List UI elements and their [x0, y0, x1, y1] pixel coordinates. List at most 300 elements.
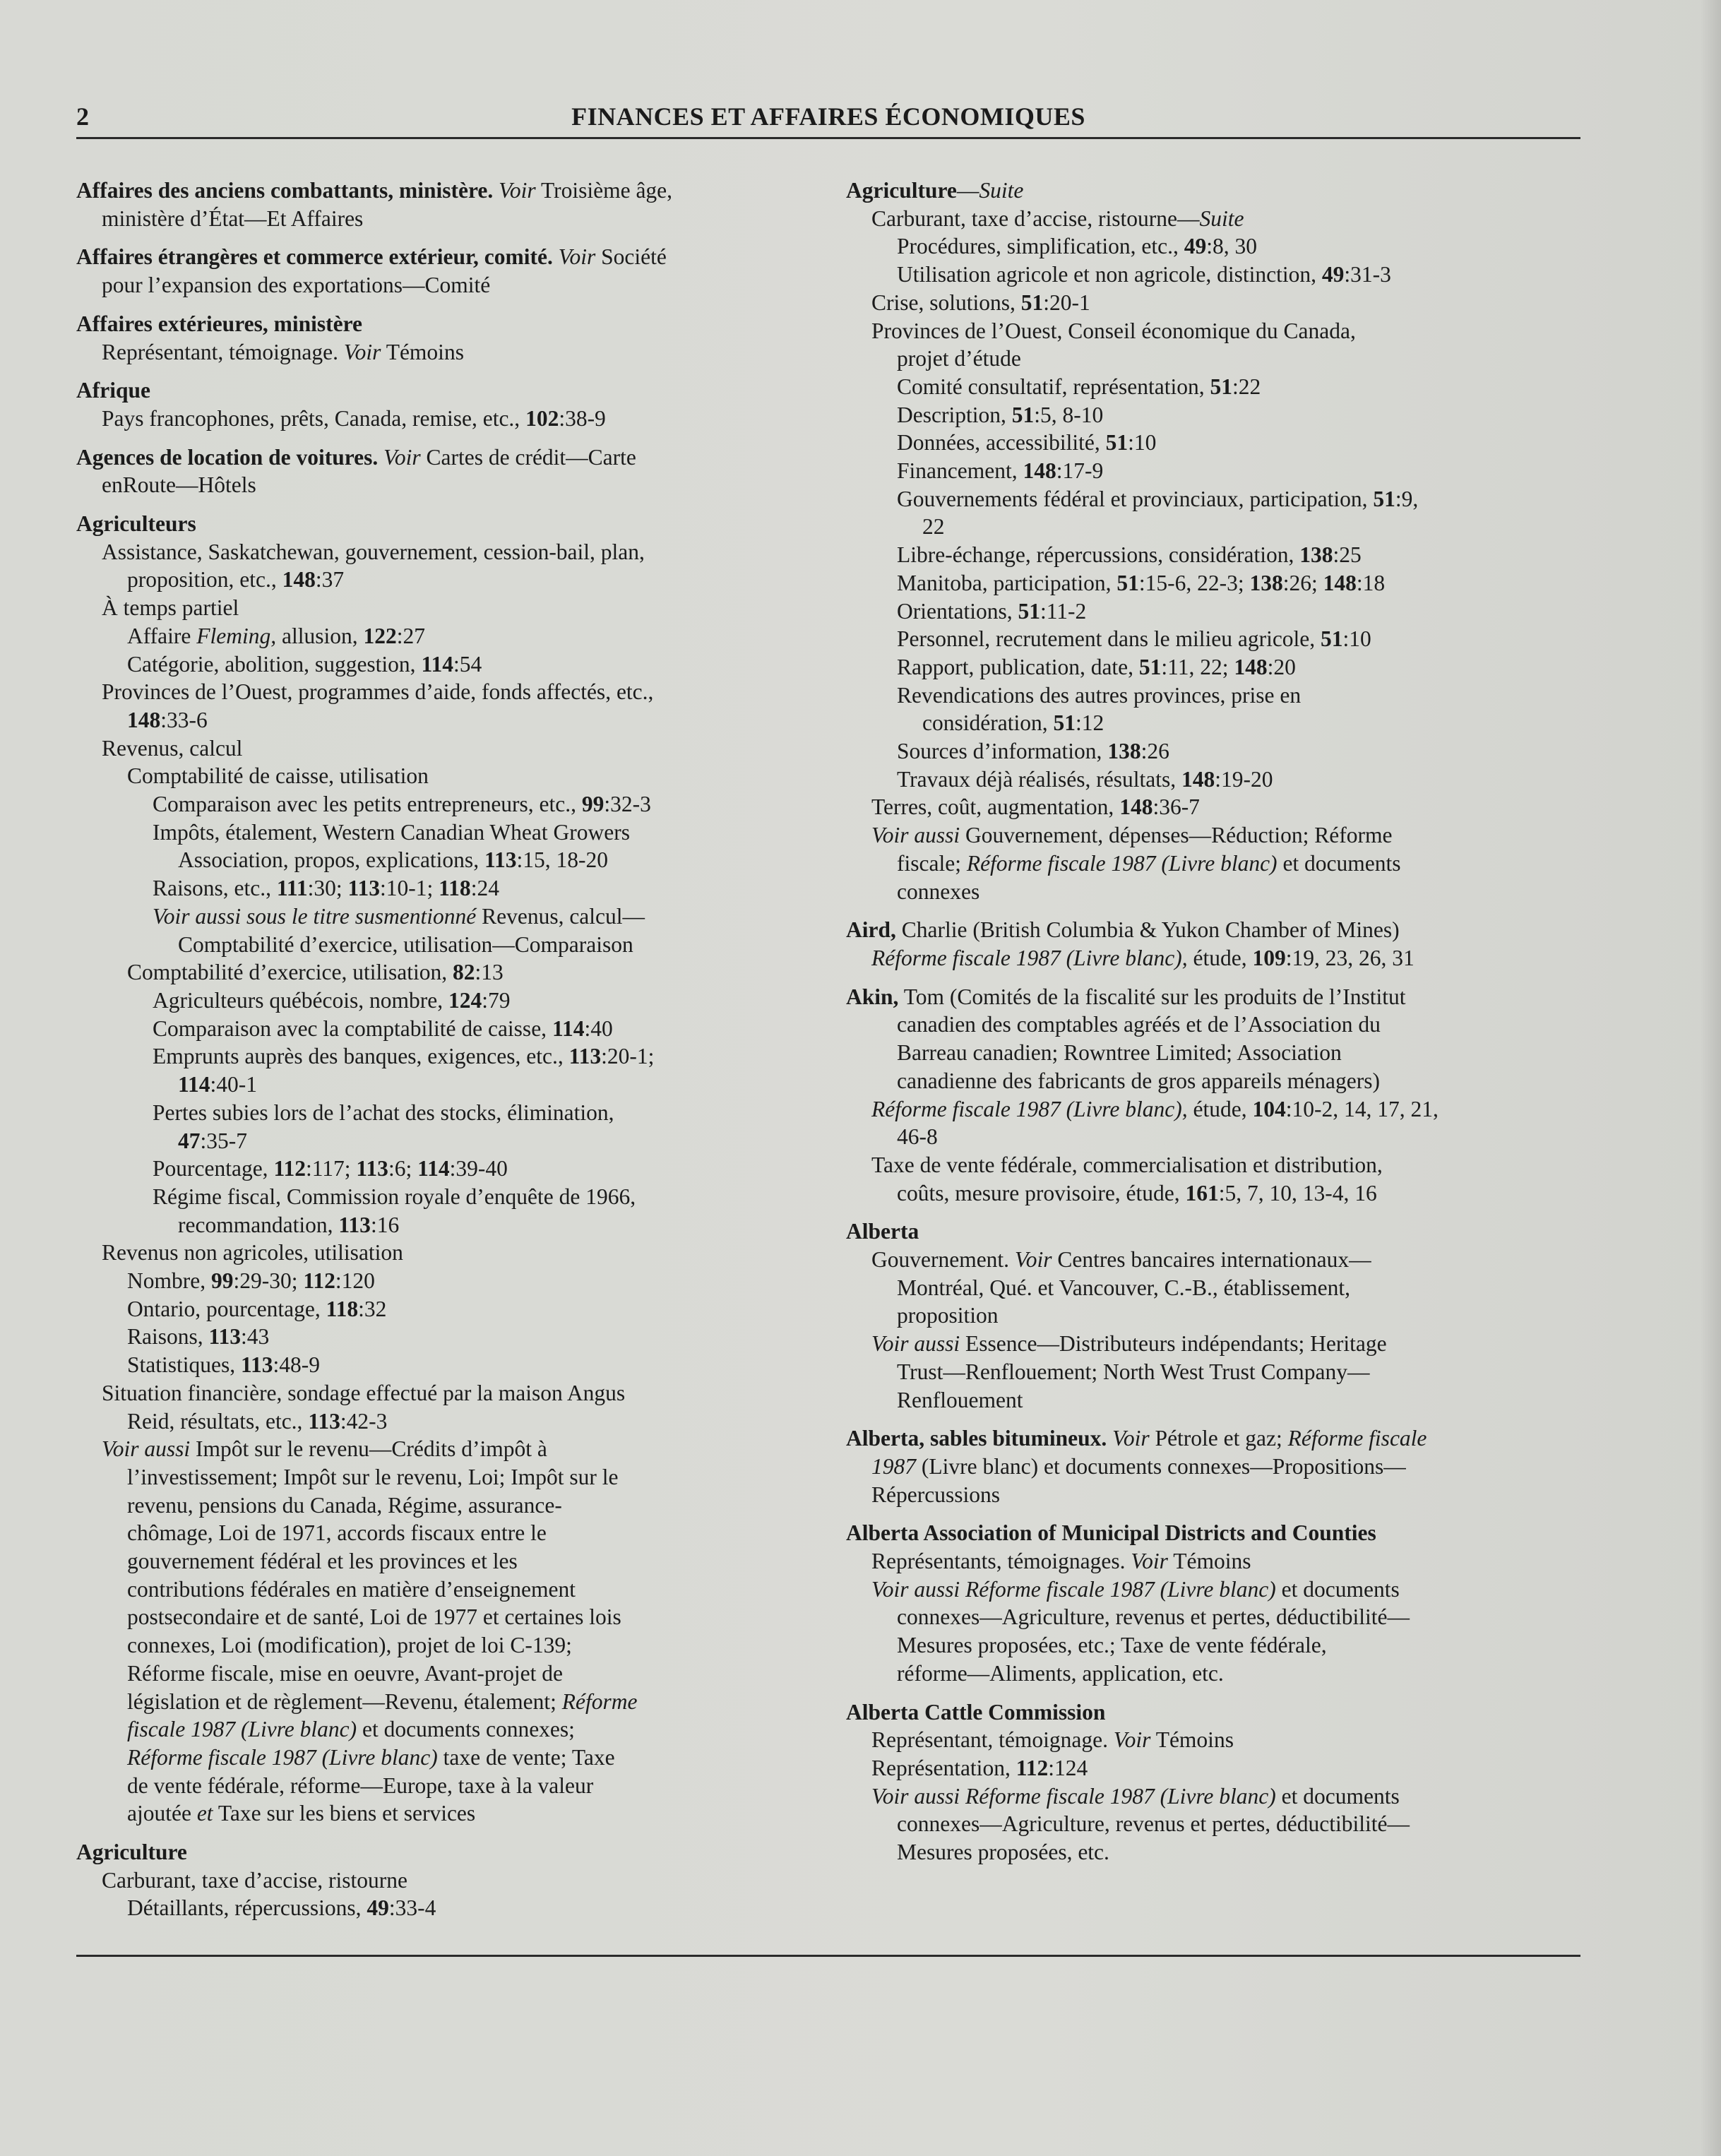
entry-text: :5, 8-10 — [1034, 402, 1104, 427]
entry-heading-text: Affaires étrangères et commerce extérieur, comité. — [76, 244, 553, 270]
entry-text: :11, 22; — [1161, 654, 1234, 679]
entry-text: Tom (Comités de la fiscalité sur les produits de l’Institut — [898, 984, 1406, 1009]
index-entry-line — [846, 1660, 1580, 1688]
index-entry-heading-line — [846, 983, 1580, 1011]
entry-text: et documents — [1275, 1576, 1400, 1602]
volume-reference: 114 — [417, 1156, 450, 1181]
italic-text: Voir — [383, 444, 421, 470]
entry-text — [553, 244, 559, 269]
entry-text: :33-6 — [160, 707, 208, 732]
volume-reference: 51 — [1210, 374, 1233, 399]
entry-text: Nombre, — [127, 1268, 211, 1294]
volume-reference: 113 — [484, 847, 517, 873]
index-entry-line — [846, 850, 1580, 878]
entry-text: Situation financière, sondage effectué par la maison Angus — [102, 1380, 626, 1405]
index-entry-line — [76, 1603, 811, 1631]
entry-text: :6; — [388, 1156, 418, 1181]
entry-text: Description, — [897, 402, 1012, 427]
index-entry-line — [846, 205, 1580, 233]
entry-text: Terres, coût, augmentation, — [871, 794, 1120, 820]
entry-text: Réforme fiscale, mise en oeuvre, Avant-projet de — [127, 1660, 563, 1686]
entry-text: :11-2 — [1040, 598, 1087, 624]
entry-text: Données, accessibilité, — [897, 430, 1106, 455]
entry-text: Société — [595, 244, 667, 270]
index-entry-heading-line — [846, 916, 1580, 944]
index-entry — [76, 1838, 811, 1922]
italic-text: Voir — [1014, 1247, 1052, 1273]
entry-text: Catégorie, abolition, suggestion, — [127, 651, 422, 677]
entry-text: Assistance, Saskatchewan, gouvernement, cession-bail, plan, — [102, 539, 645, 564]
volume-reference: 148 — [1023, 458, 1056, 484]
index-entry-heading-line — [846, 1424, 1580, 1453]
entry-text: :79 — [482, 987, 511, 1013]
entry-text: connexes—Agriculture, revenus et pertes, déductibilité— — [897, 1811, 1410, 1837]
index-entry-line — [846, 401, 1580, 429]
volume-reference: 113 — [308, 1408, 340, 1434]
volume-reference: 47 — [178, 1128, 201, 1153]
volume-reference: 112 — [303, 1268, 335, 1294]
entry-text: Procédures, simplification, etc., — [897, 234, 1184, 259]
entry-text: Représentation, — [871, 1755, 1016, 1780]
page-edge-shadow — [1700, 0, 1721, 2156]
entry-text: Pétrole et gaz; — [1149, 1426, 1288, 1451]
volume-reference: 51 — [1105, 430, 1129, 455]
entry-text: 22 — [922, 514, 945, 540]
volume-reference: 113 — [241, 1352, 273, 1378]
entry-text: :19-20 — [1215, 766, 1273, 792]
entry-text — [493, 178, 499, 203]
entry-text: :10-2, 14, 17, 21, — [1285, 1096, 1439, 1121]
index-entry-line — [76, 538, 811, 566]
entry-text: Crise, solutions, — [871, 290, 1021, 315]
index-entry-line — [76, 338, 811, 367]
entry-text: étude, — [1187, 1096, 1253, 1121]
italic-text: Voir — [1112, 1426, 1150, 1451]
volume-reference: 51 — [1116, 570, 1139, 595]
italic-text: Voir aussi — [871, 1331, 960, 1357]
page-number: 2 — [76, 102, 89, 131]
entry-text: :40 — [584, 1016, 613, 1041]
index-entry-line — [76, 405, 811, 433]
index-entry — [846, 177, 1580, 905]
index-entry — [846, 1698, 1580, 1866]
entry-text: Carburant, taxe d’accise, ristourne— — [871, 206, 1200, 231]
entry-text: :9, — [1395, 486, 1419, 511]
entry-text: :10-1; — [380, 876, 439, 901]
volume-reference: 51 — [1020, 290, 1044, 315]
italic-text: Voir — [1113, 1727, 1151, 1753]
volume-reference: 148 — [1181, 766, 1215, 792]
running-title: FINANCES ET AFFAIRES ÉCONOMIQUES — [571, 102, 1085, 131]
index-entry-line — [76, 706, 811, 734]
entry-text: :43 — [241, 1324, 270, 1350]
volume-reference: 114 — [178, 1072, 210, 1097]
entry-text: Impôts, étalement, Western Canadian Wheat Growers — [153, 819, 630, 845]
entry-text: Régime fiscal, Commission royale d’enquête de 1966, — [153, 1184, 636, 1209]
index-entry-line — [76, 1631, 811, 1660]
volume-reference: 111 — [276, 876, 308, 901]
index-entry-line — [76, 874, 811, 903]
entry-text: connexes—Agriculture, revenus et pertes, déductibilité— — [897, 1604, 1410, 1630]
entry-text: Comparaison avec la comptabilité de caisse, — [153, 1016, 552, 1041]
volume-reference: 51 — [1053, 710, 1076, 736]
entry-text — [1107, 1426, 1112, 1451]
index-entry-line — [846, 1067, 1580, 1095]
index-column-left — [76, 177, 811, 1933]
index-entry-line — [76, 1295, 811, 1323]
index-entry-line — [76, 566, 811, 594]
entry-text: Personnel, recrutement dans le milieu agricole, — [897, 626, 1321, 652]
volume-reference: 118 — [326, 1296, 359, 1321]
entry-text: :31-3 — [1344, 262, 1391, 287]
index-entry-line — [76, 790, 811, 818]
italic-text: Suite — [1199, 206, 1244, 231]
volume-reference: 138 — [1249, 570, 1283, 595]
entry-text: ministère d’État—Et Affaires — [102, 206, 364, 231]
index-entry-line — [846, 232, 1580, 261]
entry-text: :33-4 — [388, 1895, 436, 1921]
index-entry — [846, 916, 1580, 972]
entry-text: Reid, résultats, etc., — [127, 1408, 309, 1434]
index-entry-line — [846, 1810, 1580, 1838]
header-rule — [76, 137, 1580, 139]
index-entry-line — [76, 1799, 811, 1828]
index-entry-line — [846, 569, 1580, 597]
volume-reference: 113 — [568, 1044, 602, 1069]
entry-text: Agriculteurs québécois, nombre, — [153, 987, 449, 1013]
volume-reference: 49 — [1184, 234, 1207, 259]
index-entry-line — [76, 1071, 811, 1099]
entry-text: :26; — [1282, 570, 1323, 595]
italic-text: Suite — [979, 178, 1024, 203]
index-entry-line — [846, 1274, 1580, 1302]
index-entry-line — [76, 471, 811, 499]
italic-text: Voir aussi — [871, 823, 960, 848]
italic-text: Voir aussi Réforme fiscale 1987 (Livre blanc) — [871, 1783, 1276, 1809]
index-entry-line — [76, 1155, 811, 1183]
entry-text: Détaillants, répercussions, — [127, 1895, 367, 1921]
index-entry-line — [76, 1407, 811, 1436]
index-entry-line — [846, 1246, 1580, 1274]
index-entry-line — [846, 1302, 1580, 1330]
index-entry-line — [846, 1330, 1580, 1358]
entry-text: Revendications des autres provinces, prise en — [897, 682, 1302, 708]
entry-heading-text: Aird, — [846, 917, 896, 943]
entry-text: contributions fédérales en matière d’enseignement — [127, 1576, 576, 1602]
entry-text: :5, 7, 10, 13-4, 16 — [1218, 1180, 1377, 1205]
entry-text: Pertes subies lors de l’achat des stocks, élimination, — [153, 1100, 614, 1125]
entry-text: :124 — [1048, 1755, 1088, 1780]
entry-text: canadien des comptables agréés et de l’Association du — [897, 1012, 1381, 1037]
index-entry-line — [846, 1576, 1580, 1604]
entry-text: Gouvernements fédéral et provinciaux, participation, — [897, 486, 1374, 511]
entry-text: Statistiques, — [127, 1352, 242, 1378]
index-entry-line — [846, 1631, 1580, 1660]
entry-text: Trust—Renflouement; North West Trust Company— — [897, 1359, 1370, 1384]
entry-text: proposition, etc., — [127, 567, 282, 592]
volume-reference: 51 — [1373, 486, 1395, 511]
entry-text: :10 — [1342, 626, 1371, 652]
volume-reference: 99 — [581, 792, 605, 817]
entry-text: Libre-échange, répercussions, considération, — [897, 542, 1300, 568]
entry-text: Comité consultatif, représentation, — [897, 374, 1210, 399]
index-entry-line — [76, 1127, 811, 1155]
index-entry — [846, 983, 1580, 1208]
index-entry-line — [846, 1726, 1580, 1754]
index-entry — [76, 243, 811, 299]
index-entry-heading-line — [76, 177, 811, 205]
entry-text: recommandation, — [178, 1212, 339, 1237]
entry-text: Essence—Distributeurs indépendants; Heritage — [960, 1331, 1387, 1357]
index-entry-line — [76, 1519, 811, 1547]
index-entry — [76, 310, 811, 366]
index-entry-line — [76, 1715, 811, 1744]
entry-text: Raisons, etc., — [153, 876, 277, 901]
italic-text: Réforme fiscale 1987 (Livre blanc), — [871, 1096, 1188, 1121]
index-entry-line — [76, 1267, 811, 1295]
index-entry-line — [76, 1744, 811, 1772]
index-entry-line — [76, 931, 811, 959]
index-entry-line — [846, 1358, 1580, 1386]
italic-text: Fleming, — [196, 623, 277, 648]
index-entry-line — [846, 1011, 1580, 1039]
entry-text: Comptabilité d’exercice, utilisation—Comparaison — [178, 931, 633, 957]
entry-text: Troisième âge, — [535, 178, 673, 203]
entry-heading-text: Afrique — [76, 378, 150, 403]
index-entry — [76, 177, 811, 232]
italic-text: et — [196, 1801, 213, 1826]
volume-reference: 114 — [552, 1016, 585, 1041]
index-entry-line — [76, 622, 811, 650]
italic-text: Réforme fiscale 1987 (Livre blanc), — [871, 945, 1188, 970]
entry-text: :12 — [1075, 710, 1104, 736]
entry-text: étude, — [1187, 945, 1253, 970]
volume-reference: 51 — [1138, 654, 1162, 679]
index-entry-line — [846, 597, 1580, 626]
volume-reference: 138 — [1299, 542, 1333, 568]
volume-reference: 109 — [1252, 945, 1286, 970]
index-entry-line — [76, 1491, 811, 1520]
entry-text: Montréal, Qué. et Vancouver, C.-B., établissement, — [897, 1275, 1350, 1300]
index-entry-line — [76, 1894, 811, 1922]
entry-heading-text: Alberta, sables bitumineux. — [846, 1426, 1107, 1451]
index-entry-heading-line — [76, 243, 811, 271]
index-entry-line — [76, 1772, 811, 1800]
index-entry-line — [76, 205, 811, 233]
entry-text: taxe de vente; Taxe — [437, 1744, 615, 1770]
entry-text: Gouvernement, dépenses—Réduction; Réforme — [960, 823, 1393, 848]
italic-text: 1987 — [871, 1453, 916, 1479]
entry-text: Cartes de crédit—Carte — [420, 444, 636, 470]
index-entry-line — [846, 1123, 1580, 1151]
entry-text: gouvernement fédéral et les provinces et les — [127, 1549, 518, 1574]
volume-reference: 49 — [1321, 262, 1345, 287]
entry-text: (Livre blanc) et documents connexes—Propositions— — [916, 1453, 1406, 1479]
entry-heading-text: Alberta Cattle Commission — [846, 1699, 1106, 1725]
entry-text: enRoute—Hôtels — [102, 472, 256, 498]
index-entry-line — [846, 793, 1580, 821]
volume-reference: 113 — [208, 1324, 242, 1350]
entry-text: fiscale; — [897, 850, 967, 876]
volume-reference: 49 — [367, 1895, 389, 1921]
index-entry-line — [76, 594, 811, 622]
italic-text: Voir — [343, 339, 381, 364]
entry-text: postsecondaire et de santé, Loi de 1977 et certaines lois — [127, 1604, 621, 1630]
entry-text: :26 — [1141, 739, 1169, 764]
index-entry-line — [76, 678, 811, 706]
index-entry-line — [76, 818, 811, 847]
index-entry-line — [76, 987, 811, 1015]
index-entry-heading-line — [76, 310, 811, 338]
index-column-right — [846, 177, 1580, 1877]
entry-text: — — [956, 178, 979, 203]
entry-text: législation et de règlement—Revenu, étalement; — [127, 1689, 562, 1714]
entry-text: connexes, Loi (modification), projet de loi C-139; — [127, 1633, 572, 1658]
entry-text: Répercussions — [871, 1482, 1000, 1507]
index-entry-line — [846, 709, 1580, 737]
index-entry-heading-line — [76, 443, 811, 472]
index-entry-line — [846, 1547, 1580, 1576]
italic-text: Réforme — [561, 1689, 638, 1714]
entry-text: Charlie (British Columbia & Yukon Chamber of Mines) — [895, 917, 1400, 943]
entry-text: Représentant, témoignage. — [871, 1727, 1114, 1753]
entry-text: Représentant, témoignage. — [102, 339, 344, 364]
volume-reference: 148 — [1323, 570, 1357, 595]
volume-reference: 138 — [1107, 739, 1141, 764]
italic-text: Réforme fiscale 1987 (Livre blanc) — [127, 1744, 438, 1770]
index-entry-line — [76, 1547, 811, 1576]
italic-text: Réforme fiscale — [1287, 1426, 1427, 1451]
index-entry-line — [846, 944, 1580, 972]
entry-heading-text: Affaires des anciens combattants, ministère. — [76, 178, 494, 203]
entry-text: :39-40 — [449, 1156, 508, 1181]
index-entry-line — [76, 1576, 811, 1604]
volume-reference: 161 — [1185, 1180, 1219, 1205]
entry-text: réforme—Aliments, application, etc. — [897, 1660, 1224, 1686]
entry-text: :37 — [315, 567, 345, 592]
index-entry-heading-line — [76, 510, 811, 538]
index-entry — [846, 1217, 1580, 1414]
entry-text: :40-1 — [210, 1072, 258, 1097]
volume-reference: 82 — [453, 960, 475, 985]
entry-text: Pays francophones, prêts, Canada, remise, etc., — [102, 405, 526, 431]
entry-text: et documents — [1277, 850, 1401, 876]
entry-text: de vente fédérale, réforme—Europe, taxe à la valeur — [127, 1773, 594, 1798]
entry-text: :13 — [475, 960, 504, 985]
index-entry-line — [846, 737, 1580, 766]
entry-text: :32-3 — [604, 792, 651, 817]
index-entry-line — [76, 1323, 811, 1351]
index-entry-line — [76, 1435, 811, 1463]
index-entry-line — [846, 1603, 1580, 1631]
entry-text: :22 — [1232, 374, 1261, 399]
index-entry — [846, 1519, 1580, 1687]
entry-text: Témoins — [1167, 1549, 1251, 1574]
volume-reference: 118 — [439, 876, 471, 901]
entry-text: Utilisation agricole et non agricole, distinction, — [897, 262, 1322, 287]
entry-text: :8, 30 — [1206, 234, 1258, 259]
entry-text: coûts, mesure provisoire, étude, — [897, 1180, 1186, 1205]
volume-reference: 113 — [356, 1156, 388, 1181]
index-entry-heading-line — [846, 1217, 1580, 1246]
entry-text: connexes — [897, 879, 980, 904]
index-entry-line — [846, 1838, 1580, 1866]
index-entry-heading-line — [76, 376, 811, 405]
index-entry-line — [76, 650, 811, 679]
entry-text: :10 — [1128, 430, 1157, 455]
entry-heading-text: Agriculture — [846, 178, 957, 203]
entry-text: Mesures proposées, etc. — [897, 1840, 1109, 1865]
entry-text: :36-7 — [1153, 794, 1200, 820]
volume-reference: 148 — [1234, 654, 1268, 679]
index-entry-line — [846, 821, 1580, 850]
entry-text: Centres bancaires internationaux— — [1052, 1247, 1371, 1273]
index-entry-line — [76, 1351, 811, 1379]
index-entry-line — [76, 903, 811, 931]
entry-text: et documents connexes; — [357, 1717, 575, 1742]
italic-text: Voir — [499, 178, 536, 203]
entry-heading-text: Agences de location de voitures. — [76, 444, 379, 470]
index-entry-line — [846, 625, 1580, 653]
index-entry-line — [76, 1688, 811, 1716]
volume-reference: 148 — [282, 567, 316, 592]
entry-text: proposition — [897, 1303, 999, 1328]
index-entry-heading-line — [846, 177, 1580, 205]
volume-reference: 102 — [525, 405, 559, 431]
entry-text: :35-7 — [200, 1128, 247, 1153]
entry-text: considération, — [922, 710, 1054, 736]
entry-text: :19, 23, 26, 31 — [1285, 945, 1415, 970]
index-entry-line — [76, 846, 811, 874]
index-entry-line — [846, 261, 1580, 289]
entry-text: À temps partiel — [102, 595, 239, 621]
index-entry-line — [846, 1386, 1580, 1414]
entry-heading-text: Alberta Association of Municipal Districts and Counties — [846, 1520, 1376, 1546]
entry-text: Revenus non agricoles, utilisation — [102, 1240, 403, 1265]
index-entry-line — [846, 1151, 1580, 1179]
entry-text: Comptabilité d’exercice, utilisation, — [127, 960, 453, 985]
index-entry-line — [76, 1239, 811, 1267]
index-entry-line — [846, 429, 1580, 457]
volume-reference: 104 — [1252, 1096, 1286, 1121]
footer-rule — [76, 1955, 1580, 1957]
entry-text: :17-9 — [1056, 458, 1104, 484]
entry-text: Témoins — [1150, 1727, 1234, 1753]
volume-reference: 112 — [273, 1156, 306, 1181]
entry-text: :38-9 — [559, 405, 606, 431]
entry-text: :117; — [305, 1156, 357, 1181]
entry-text: Taxe sur les biens et services — [213, 1801, 476, 1826]
entry-text: :30; — [307, 876, 348, 901]
volume-reference: 113 — [338, 1212, 371, 1237]
index-entry-line — [846, 485, 1580, 513]
entry-text: revenu, pensions du Canada, Régime, assurance- — [127, 1492, 562, 1518]
index-entry-line — [846, 541, 1580, 569]
index-entry-heading-line — [846, 1698, 1580, 1727]
index-entry — [76, 510, 811, 1828]
entry-heading-text: Alberta — [846, 1219, 919, 1244]
entry-text: Revenus, calcul — [102, 735, 243, 761]
entry-text: :20 — [1267, 654, 1296, 679]
entry-text: :42-3 — [340, 1408, 388, 1434]
entry-text: Association, propos, explications, — [178, 847, 484, 873]
volume-reference: 51 — [1011, 402, 1035, 427]
italic-text: Réforme fiscale 1987 (Livre blanc) — [966, 850, 1278, 876]
entry-text: Revenus, calcul— — [476, 903, 645, 929]
entry-text: :24 — [470, 876, 499, 901]
entry-text: Rapport, publication, date, — [897, 654, 1139, 679]
entry-text: Témoins — [381, 339, 464, 364]
